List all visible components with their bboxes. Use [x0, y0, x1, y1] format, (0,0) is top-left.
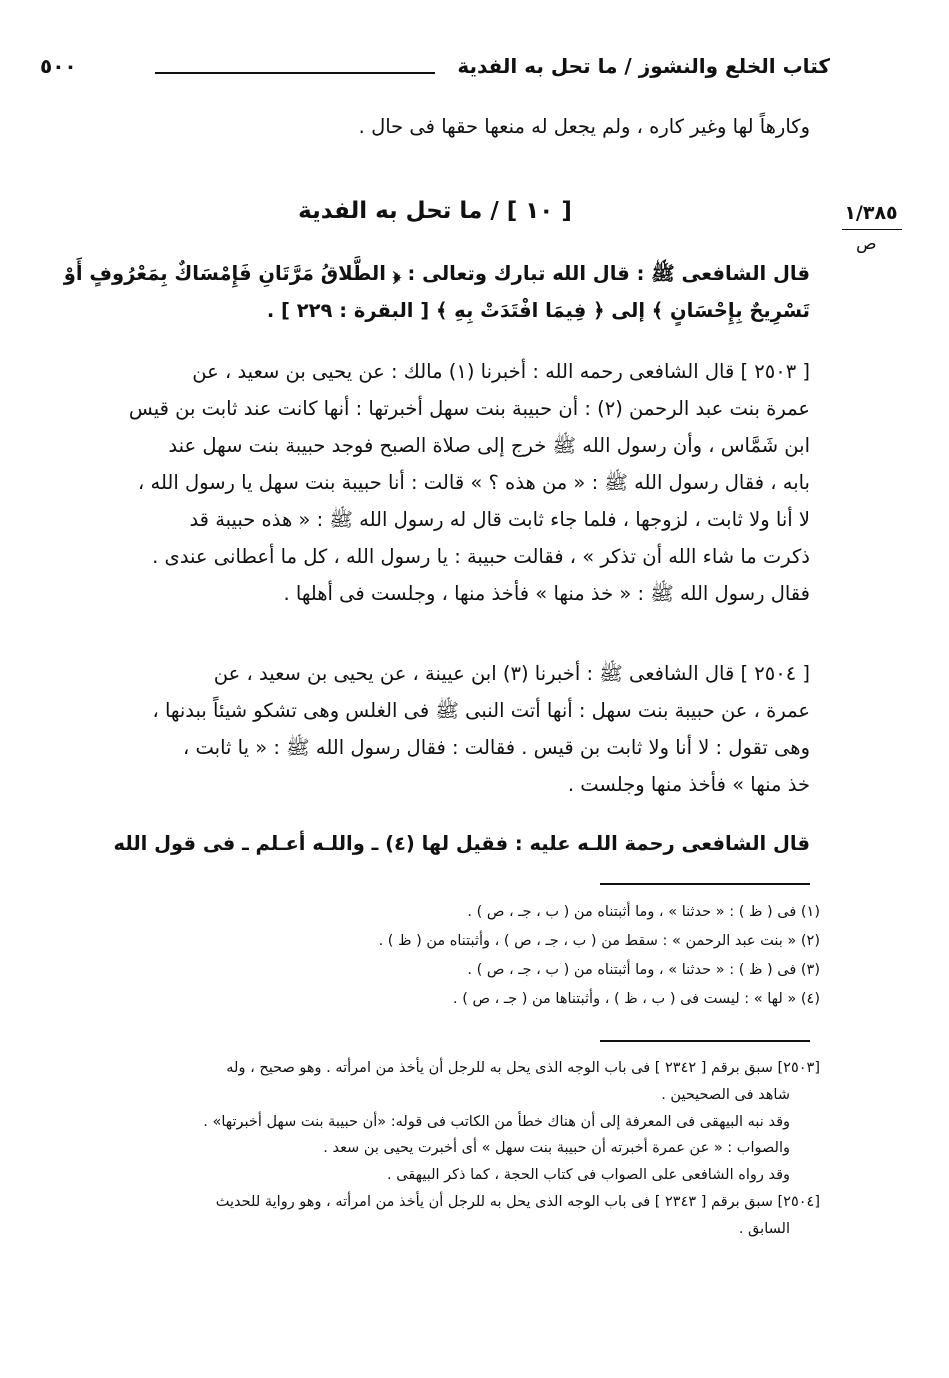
footnote: (٢) « بنت عبد الرحمن » : سقط من ( ب ، جـ ، ص ) ، وأثبتناه من ( ظ ) .: [378, 933, 820, 949]
commentary-line: [٢٥٠٣] سبق برقم [ ٢٣٤٢ ] فى باب الوجه الذى يحل به للرجل أن يأخذ من امرأته . وهو صحيح ، وله: [226, 1060, 820, 1076]
commentary-rule: [600, 1040, 810, 1042]
hadith-line: ذكرت ما شاء الله أن تذكر » ، فقالت حبيبة : يا رسول الله ، كل ما أعطانى عندى .: [152, 545, 810, 569]
hadith-line: خذ منها » فأخذ منها وجلست .: [567, 773, 810, 797]
commentary-line: والصواب : « عن عمرة أخبرته أن حبيبة بنت سهل » أى أخبرت يحيى بن سعد .: [323, 1140, 790, 1157]
margin-symbol: ص: [856, 234, 877, 254]
hadith-line: لا أنا ولا ثابت ، لزوجها ، فلما جاء ثابت قال له رسول الله ﷺ : « هذه حبيبة قد: [189, 508, 810, 532]
quran-line: تَسْرِيحٌ بِإِحْسَانٍ ﴾ إلى ﴿ فِيمَا افْتَدَتْ بِهِ ﴾ [ البقرة : ٢٢٩ ] .: [266, 299, 810, 323]
quran-line: قال الشافعى ﷺ : قال الله تبارك وتعالى : ﴿ الطَّلاقُ مَرَّتَانِ فَإِمْسَاكٌ بِمَعْرُوفٍ أَوْ: [63, 262, 810, 285]
footnote: (١) فى ( ظ ) : « حدثنا » ، وما أثبتناه من ( ب ، جـ ، ص ) .: [467, 904, 820, 920]
running-header: [40, 50, 830, 86]
commentary-line: وقد نبه البيهقى فى المعرفة إلى أن هناك خطأ من الكاتب فى قوله: «أن حبيبة بنت سهل أخبرتها» .: [203, 1113, 790, 1130]
hadith-line: فقال رسول الله ﷺ : « خذ منها » فأخذ منها ، وجلست فى أهلها .: [283, 582, 810, 606]
hadith-line: ابن شَمَّاس ، وأن رسول الله ﷺ خرج إلى صلاة الصبح فوجد حبيبة بنت سهل عند: [168, 434, 810, 458]
hadith-line: عمرة بنت عبد الرحمن (٢) : أن حبيبة بنت سهل أخبرتها : أنها كانت عند ثابت بن قيس: [128, 397, 810, 421]
commentary-line: شاهد فى الصحيحين .: [661, 1086, 790, 1103]
footnote-rule: [600, 883, 810, 885]
quran-paragraph: [60, 255, 810, 329]
hadith-line: عمرة ، عن حبيبة بنت سهل : أنها أتت النبى ﷺ فى الغلس وهى تشكو شيئاً ببدنها ،: [152, 699, 810, 723]
commentary-line: وقد رواه الشافعى على الصواب فى كتاب الحجة ، كما ذكر البيهقى .: [387, 1167, 790, 1184]
hadith-2503: [60, 353, 810, 612]
footnote: (٣) فى ( ظ ) : « حدثنا » ، وما أثبتناه من ( ب ، جـ ، ص ) .: [467, 962, 820, 978]
footnote: (٤) « لها » : ليست فى ( ب ، ظ ) ، وأثبتناها من ( جـ ، ص ) .: [453, 991, 820, 1007]
footnotes: [60, 898, 820, 1014]
hadith-line: [ ٢٥٠٤ ] قال الشافعى ﷺ : أخبرنا (٣) ابن عيينة ، عن يحيى بن سعيد ، عن: [213, 662, 810, 685]
margin-reference: ١/٣٨٥: [844, 202, 898, 224]
hadith-2504: [60, 655, 810, 803]
section-title: [ ١٠ ] / ما تحل به الفدية: [298, 198, 572, 224]
hadith-line: بابه ، فقال رسول الله ﷺ : « من هذه ؟ » قالت : أنا حبيبة بنت سهل يا رسول الله ،: [138, 471, 810, 495]
commentary: [60, 1055, 820, 1243]
page-number: ٥٠٠: [40, 54, 77, 78]
margin-rule: [842, 229, 902, 230]
hadith-line: وهى تقول : لا أنا ولا ثابت بن قيس . فقالت : فقال رسول الله ﷺ : « يا ثابت ،: [183, 736, 810, 760]
closing-line: قال الشافعى رحمة اللـه عليه : فقيل لها (٤) ـ واللـه أعـلم ـ فى قول الله: [113, 832, 810, 855]
commentary-line: [٢٥٠٤] سبق برقم [ ٢٣٤٣ ] فى باب الوجه الذى يحل به للرجل أن يأخذ من امرأته ، وهو رواية للحديث: [215, 1194, 820, 1211]
intro-line: وكارهاً لها وغير كاره ، ولم يجعل له منعها حقها فى حال .: [358, 115, 810, 138]
hadith-line: [ ٢٥٠٣ ] قال الشافعى رحمه الله : أخبرنا (١) مالك : عن يحيى بن سعيد ، عن: [192, 360, 810, 383]
header-title: كتاب الخلع والنشوز / ما تحل به الفدية: [457, 54, 830, 78]
commentary-line: السابق .: [738, 1220, 790, 1237]
header-rule: [155, 72, 435, 74]
